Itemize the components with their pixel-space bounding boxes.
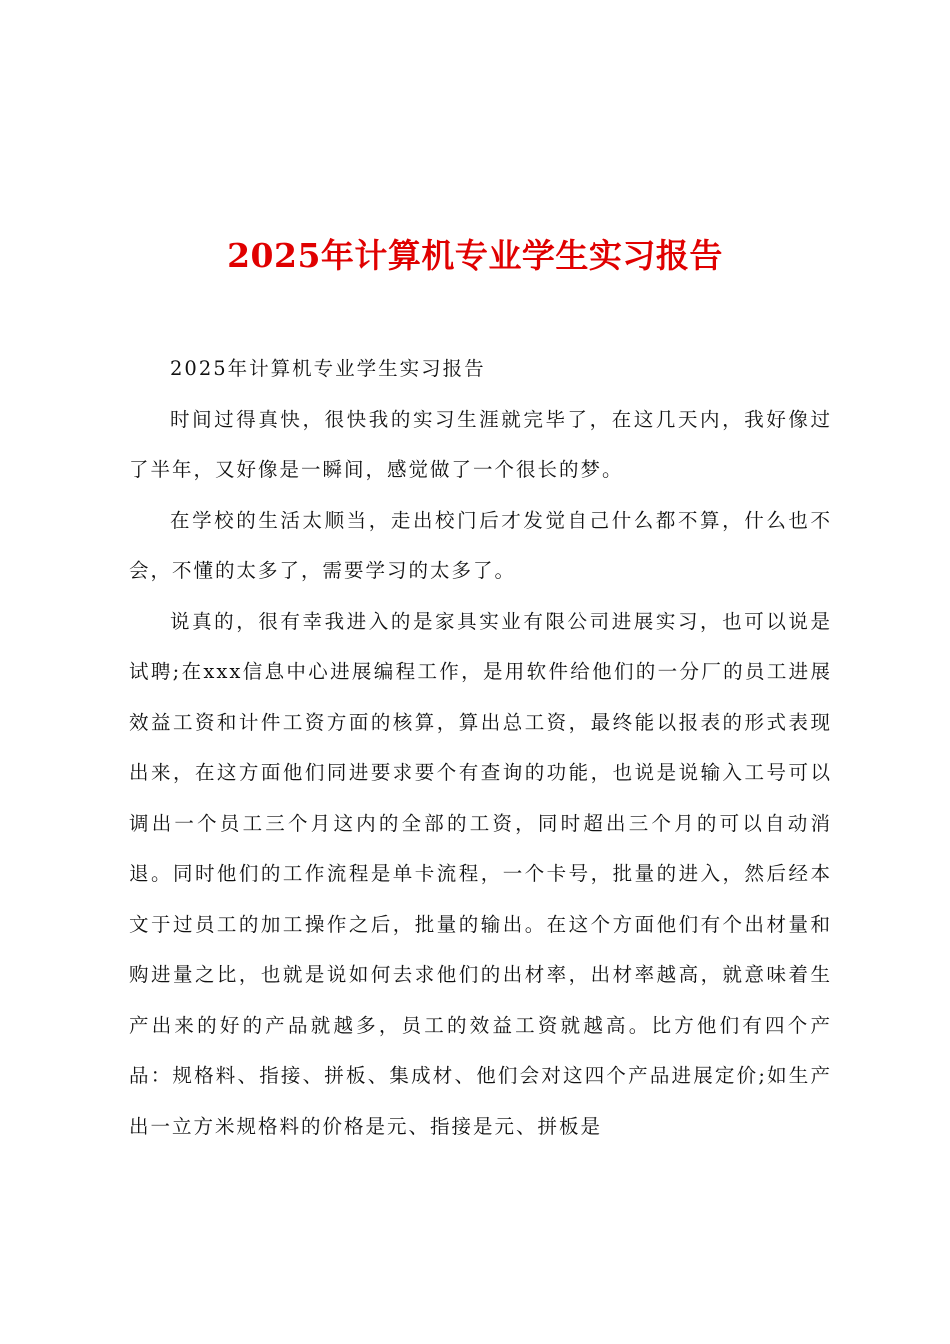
paragraph: 在学校的生活太顺当，走出校门后才发觉自己什么都不算，什么也不会，不懂的太多了，需要学习的太多了。 [129,508,832,582]
document-title: 2025年计算机专业学生实习报告 [227,236,723,276]
paragraph-subtitle: 2025年计算机专业学生实习报告 [170,357,486,380]
document-body [129,344,832,1152]
paragraph: 说真的，很有幸我进入的是家具实业有限公司进展实习，也可以说是试聘;在xxx信息中心进展编程工作，是用软件给他们的一分厂的员工进展效益工资和计件工资方面的核算，算出总工资，最终能以报表的形式表现出来，在这方面他们同进要求要个有查询的功能，也说是说输入工号可以调出一个员工三个月这内的全部的工资，同时超出三个月的可以自动消退。同时他们的工作流程是单卡流程，一个卡号，批量的进入，然后经本文于过员工的加工操作之后，批量的输出。在这个方面他们有个出材量和购进量之比，也就是说如何去求他们的出材率，出材率越高，就意味着生产出来的好的产品就越多，员工的效益工资就越高。比方他们有四个产品：规格料、指接、拼板、集成材、他们会对这四个产品进展定价;如生产出一立方米规格料的价格是元、指接是元、拼板是 [129,609,832,1138]
paragraph: 时间过得真快，很快我的实习生涯就完毕了，在这几天内，我好像过了半年，又好像是一瞬间，感觉做了一个很长的梦。 [129,407,832,481]
